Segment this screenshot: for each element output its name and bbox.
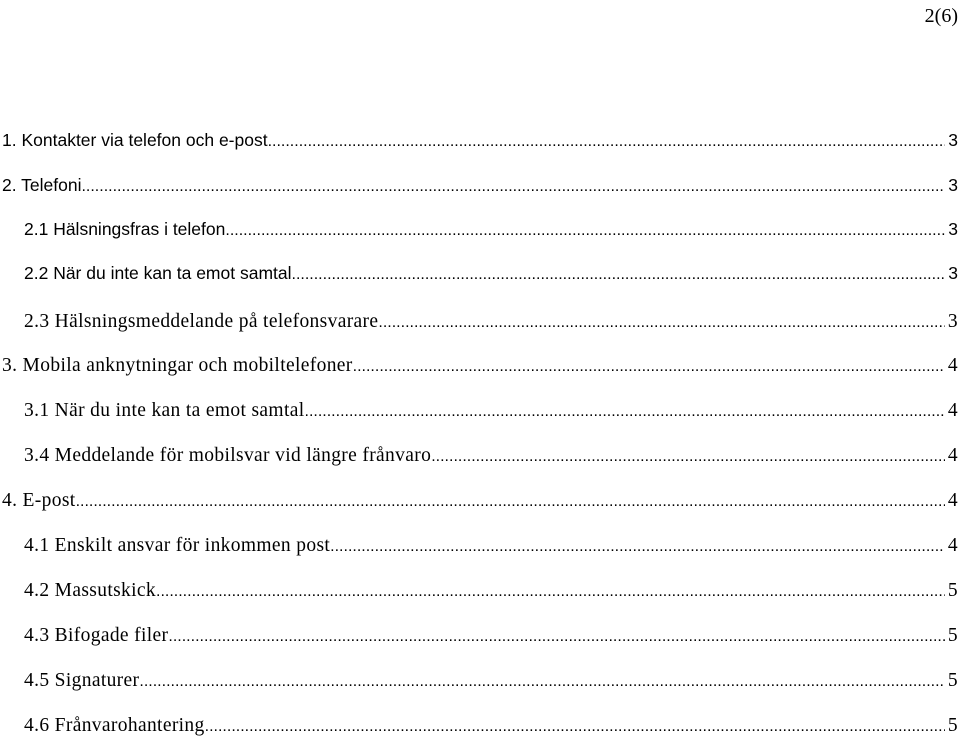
toc-entry-2-2[interactable] bbox=[24, 259, 958, 287]
toc-entry-page: 3 bbox=[948, 130, 958, 150]
toc-entry-page: 5 bbox=[947, 670, 958, 691]
toc-entry-page: 3 bbox=[948, 263, 958, 283]
toc-dot-leader bbox=[431, 443, 945, 470]
toc-dot-leader bbox=[76, 488, 945, 515]
toc-entry-label: 2.1 Hälsningsfras i telefon bbox=[24, 219, 226, 239]
toc-dot-leader bbox=[305, 398, 945, 425]
toc-entry-label: 4.5 Signaturer bbox=[24, 670, 140, 691]
toc-entry-page: 4 bbox=[947, 535, 958, 556]
toc-entry-2-3[interactable] bbox=[24, 308, 958, 336]
toc-dot-leader bbox=[268, 128, 946, 154]
toc-dot-leader bbox=[139, 668, 945, 695]
toc-entry-label: 1. Kontakter via telefon och e-post bbox=[2, 130, 268, 150]
toc-entry-4-2[interactable] bbox=[24, 577, 958, 605]
toc-entry-label: 4.6 Frånvarohantering bbox=[24, 715, 205, 736]
toc-dot-leader bbox=[168, 623, 945, 650]
toc-entry-4-6[interactable] bbox=[24, 712, 958, 740]
toc-entry-4[interactable] bbox=[2, 487, 958, 515]
toc-entry-page: 4 bbox=[947, 490, 958, 511]
toc-entry-label: 4.2 Massutskick bbox=[24, 580, 156, 601]
toc-entry-4-3[interactable] bbox=[24, 622, 958, 650]
toc-entry-page: 3 bbox=[948, 219, 958, 239]
toc-entry-page: 5 bbox=[947, 715, 958, 736]
toc-entry-page: 4 bbox=[947, 400, 958, 421]
toc-dot-leader bbox=[330, 533, 945, 560]
toc-entry-4-1[interactable] bbox=[24, 532, 958, 560]
toc-entry-label: 4.3 Bifogade filer bbox=[24, 625, 169, 646]
toc-dot-leader bbox=[353, 353, 945, 380]
toc-entry-label: 3.4 Meddelande för mobilsvar vid längre frånvaro bbox=[24, 445, 432, 466]
toc-dot-leader bbox=[205, 713, 945, 740]
toc-entry-4-5[interactable] bbox=[24, 667, 958, 695]
toc-dot-leader bbox=[81, 173, 945, 199]
toc-entry-2-1[interactable] bbox=[24, 215, 958, 243]
toc-entry-label: 4. E-post bbox=[2, 490, 76, 511]
toc-entry-label: 4.1 Enskilt ansvar för inkommen post bbox=[24, 535, 331, 556]
toc-entry-page: 3 bbox=[947, 311, 958, 332]
toc-entry-3[interactable] bbox=[2, 352, 958, 380]
toc-entry-page: 4 bbox=[947, 355, 958, 376]
toc-entry-2[interactable] bbox=[2, 171, 958, 199]
toc-entry-page: 3 bbox=[948, 175, 958, 195]
toc-entry-3-4[interactable] bbox=[24, 442, 958, 470]
toc-dot-leader bbox=[225, 217, 945, 243]
toc-entry-label: 3.1 När du inte kan ta emot samtal bbox=[24, 400, 305, 421]
toc-dot-leader bbox=[156, 578, 945, 605]
toc-entry-label: 2. Telefoni bbox=[2, 175, 82, 195]
toc-entry-label: 3. Mobila anknytningar och mobiltelefoner bbox=[2, 355, 353, 376]
toc-dot-leader bbox=[378, 309, 945, 336]
toc-entry-label: 2.2 När du inte kan ta emot samtal bbox=[24, 263, 292, 283]
toc-entry-page: 5 bbox=[947, 625, 958, 646]
toc-dot-leader bbox=[292, 261, 946, 287]
toc-entry-label: 2.3 Hälsningsmeddelande på telefonsvarare bbox=[24, 311, 379, 332]
toc-entry-page: 5 bbox=[947, 580, 958, 601]
toc-entry-1[interactable] bbox=[2, 126, 958, 154]
toc-entry-3-1[interactable] bbox=[24, 397, 958, 425]
toc-entry-page: 4 bbox=[947, 445, 958, 466]
page-number: 2(6) bbox=[924, 5, 958, 27]
